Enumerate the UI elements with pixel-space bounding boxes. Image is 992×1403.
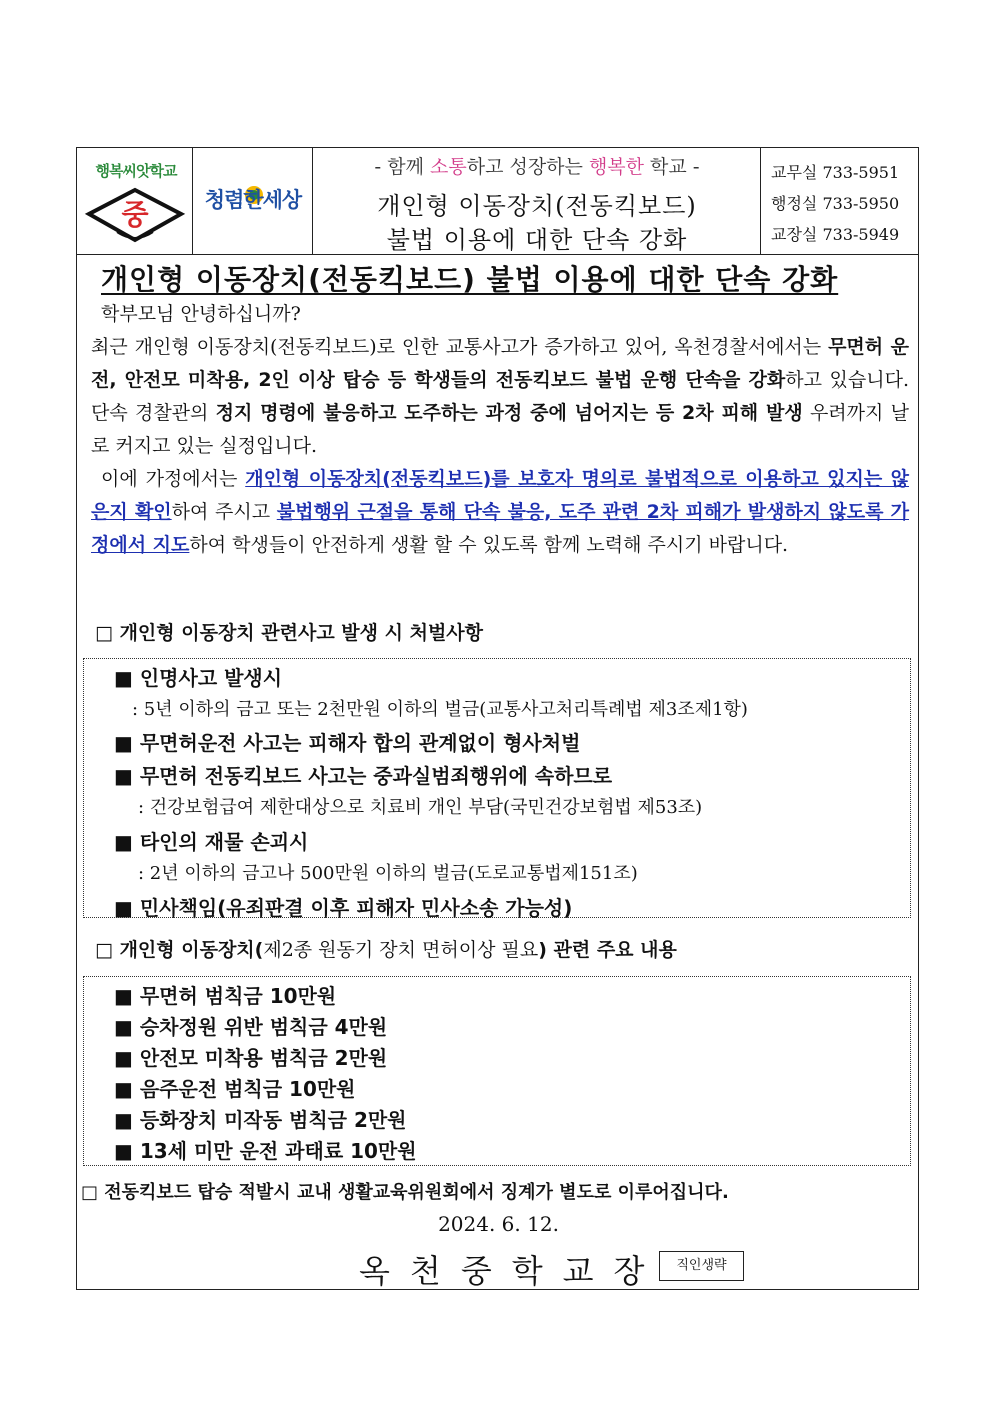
main-title: 개인형 이동장치(전동킥보드) 불법 이용에 대한 단속 강화 xyxy=(101,263,839,296)
fine-item: ■ 음주운전 범칙금 10만원 xyxy=(114,1077,356,1101)
date: 2024. 6. 12. xyxy=(438,1212,559,1236)
section1-title: □ 개인형 이동장치 관련사고 발생 시 처벌사항 xyxy=(95,622,484,644)
emblem-mark: 중 xyxy=(121,198,149,231)
header xyxy=(77,148,918,255)
greeting: 학부모님 안녕하십니까? xyxy=(101,303,301,325)
penalty-item: ■ 무면허 전동킥보드 사고는 중과실범죄행위에 속하므로 xyxy=(114,764,613,788)
fine-item: ■ 무면허 범칙금 10만원 xyxy=(114,984,337,1008)
fine-box xyxy=(83,976,911,1166)
fine-item: ■ 승차정원 위반 범칙금 4만원 xyxy=(114,1015,388,1039)
integrity-logo xyxy=(193,148,313,254)
penalty-box xyxy=(83,658,911,918)
penalty-item: ■ 타인의 재물 손괴시 xyxy=(114,830,309,854)
stamp-omitted: 직인생략 xyxy=(659,1251,744,1281)
fine-item: ■ 등화장치 미작동 범칙금 2만원 xyxy=(114,1108,407,1132)
header-title-line2: 불법 이용에 대한 단속 강화 xyxy=(386,226,688,254)
paragraph-2: 이에 가정에서는 개인형 이동장치(전동킥보드)를 보호자 명의로 불법적으로 이용하고 있지는 않은지 확인하여 주시고 불법행위 근절을 통해 단속 불응, 도주 관련 2차 피해가 발생하지 않도록 가정에서 지도하여 학생들이 안전하게 생활 할 수 있도록 함께 노력해 주시기 바랍니다. xyxy=(91,468,910,556)
school-logo xyxy=(77,148,193,254)
section2-title: □ 개인형 이동장치(제2종 원동기 장치 면허이상 필요) 관련 주요 내용 xyxy=(95,939,677,961)
school-emblem-icon xyxy=(77,148,193,254)
phone-principal: 교장실 733-5949 xyxy=(771,225,900,244)
penalty-detail: : 2년 이하의 금고나 500만원 이하의 벌금(도로교통법제151조) xyxy=(138,863,638,884)
penalty-detail: : 5년 이하의 금고 또는 2천만원 이하의 벌금(교통사고처리특례법 제3조제1항) xyxy=(132,699,748,720)
penalty-item: ■ 무면허운전 사고는 피해자 합의 관계없이 형사처벌 xyxy=(114,731,581,755)
fine-item: ■ 안전모 미착용 범칙금 2만원 xyxy=(114,1046,388,1070)
logo-text: 행복씨앗학교 xyxy=(95,162,177,180)
penalty-item: ■ 인명사고 발생시 xyxy=(114,666,283,690)
fine-item: ■ 13세 미만 운전 과태료 10만원 xyxy=(114,1139,417,1163)
slogan: - 함께 소통하고 성장하는 행복한 학교 - xyxy=(374,156,700,178)
header-title-cell xyxy=(313,148,761,254)
contact-cell xyxy=(761,148,918,254)
phone-academic: 교무실 733-5951 xyxy=(771,163,900,182)
integrity-logo-text: 청렴한세상 xyxy=(204,188,302,212)
newsletter-frame xyxy=(76,147,919,1290)
final-note: □ 전동킥보드 탑승 적발시 교내 생활교육위원회에서 징계가 별도로 이루어집니다. xyxy=(81,1182,729,1203)
paragraph-1: 최근 개인형 이동장치(전동킥보드)로 인한 교통사고가 증가하고 있어, 옥천경찰서에서는 무면허 운전, 안전모 미착용, 2인 이상 탑승 등 학생들의 전동킥보드 불법 운행 단속을 강화하고 있습니다. 단속 경찰관의 정지 명령에 불응하고 도주하는 과정 중에 넘어지는 등 2차 피해 발생 우려까지 날로 커지고 있는 실정입니다. xyxy=(91,336,910,457)
signature: 옥천중학교장 xyxy=(359,1252,665,1290)
phone-admin: 행정실 733-5950 xyxy=(771,194,900,213)
penalty-item: ■ 민사책임(유죄판결 이후 피해자 민사소송 가능성) xyxy=(114,896,573,920)
header-title-line1: 개인형 이동장치(전동킥보드) xyxy=(377,192,697,220)
penalty-detail: : 건강보험급여 제한대상으로 치료비 개인 부담(국민건강보험법 제53조) xyxy=(138,797,703,818)
